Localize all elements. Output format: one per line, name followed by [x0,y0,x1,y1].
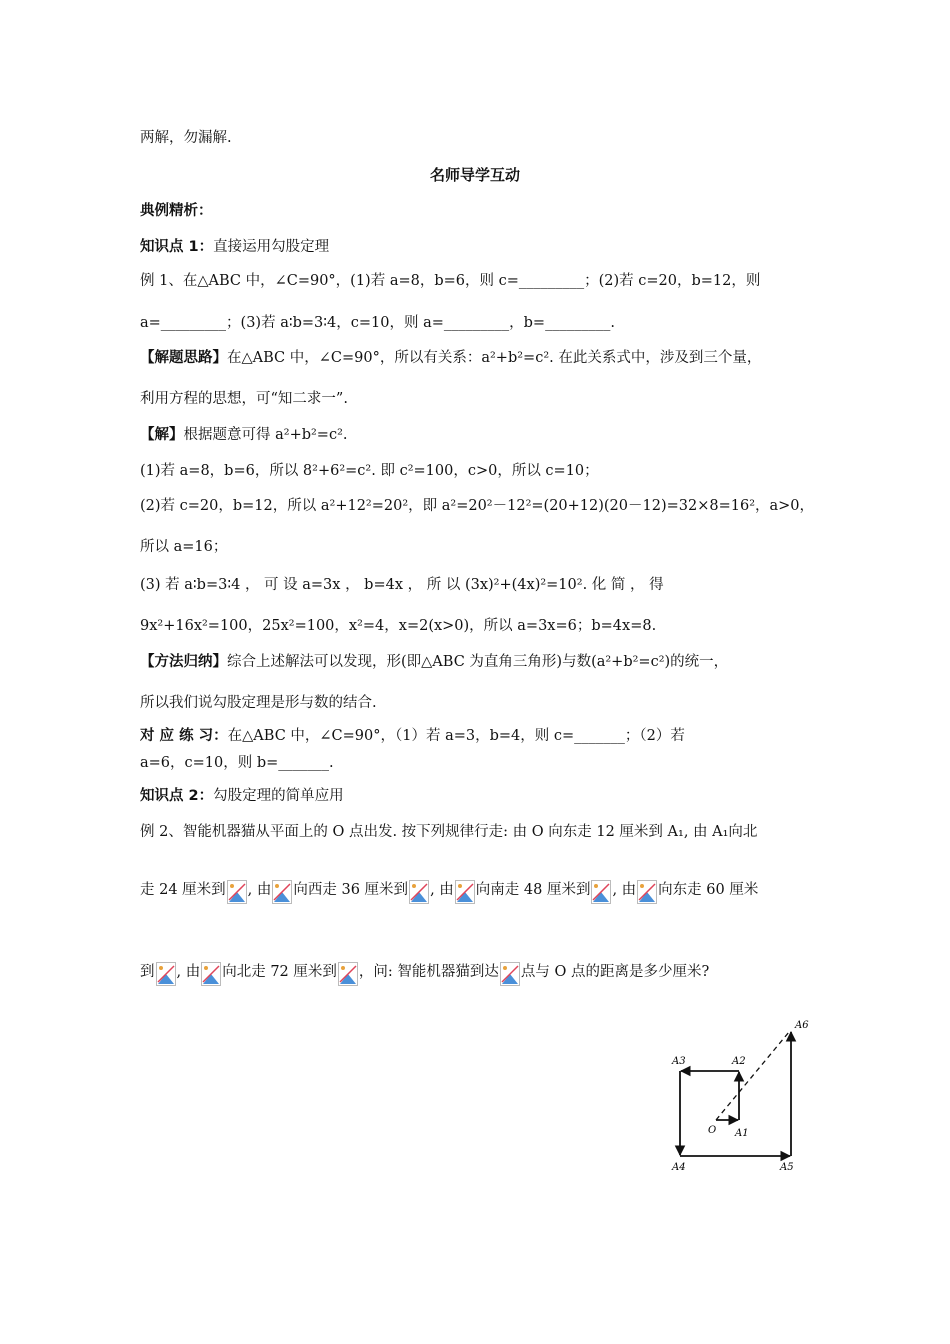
ex2-text: 向南走 48 厘米到 [475,882,591,898]
broken-image-icon [338,962,358,986]
example-2-line-2 [140,880,830,904]
label-o: O [708,1125,717,1136]
kp1-heading: 知识点 1： [140,239,214,255]
broken-image-icon [156,962,176,986]
ex2-text: 走 24 厘米到 [140,882,226,898]
solution-text: 根据题意可得 a²+b²=c². [183,427,348,443]
idea-heading: 【解题思路】 [140,350,227,366]
ex2-text: , 由 [176,964,201,980]
distance-dashed-line [716,1032,789,1120]
solution-2b: 所以 a=16； [140,539,228,555]
ex2-text: 点与 O 点的距离是多少厘米? [520,964,710,980]
example-2-line-3 [140,962,830,986]
solution-idea [140,348,830,368]
practice-text: 在△ABC 中，∠C=90°，（1）若 a=3，b=4，则 c=_______；（2）若 [227,728,685,744]
knowledge-point-2 [140,786,830,806]
practice-2: a=6，c=10，则 b=_______. [140,755,334,771]
solution-1: (1)若 a=8，b=6，所以 8²+6²=c². 即 c²=100，c>0，所以 c=10； [140,463,599,479]
path-diagram [662,1012,812,1186]
ex2-text: , 由 [430,882,454,898]
broken-image-icon [227,880,247,904]
practice-heading: 对 应 练 习： [140,728,228,744]
ex2-text: 向西走 36 厘米到 [293,882,409,898]
broken-image-icon [637,880,657,904]
kp1-text: 直接运用勾股定理 [213,239,330,255]
broken-image-icon [455,880,475,904]
method-text: 综合上述解法可以发现，形(即△ABC 为直角三角形)与数(a²+b²=c²)的统一， [227,654,729,670]
solution-3: (3) 若 a∶b=3∶4 ， 可 设 a=3x ， b=4x ， 所 以 (3x)²+(4x)²=10². 化 简 ， 得 [140,577,664,593]
example-1-line-1: 例 1、在△ABC 中，∠C=90°，(1)若 a=8，b=6，则 c=_________；(2)若 c=20，b=12，则 [140,273,761,289]
example-2-line-1: 例 2、智能机器猫从平面上的 O 点出发. 按下列规律行走: 由 O 向东走 12 厘米到 A₁, 由 A₁向北 [140,824,758,840]
ex2-text: ，问: 智能机器猫到达 [358,964,499,980]
kp2-heading: 知识点 2： [140,788,214,804]
section-title: 名师导学互动 [429,166,520,184]
label-a3: A3 [672,1056,686,1067]
practice [140,726,830,746]
solution-head-line [140,425,830,445]
label-a5: A5 [780,1162,794,1173]
broken-image-icon [201,962,221,986]
ex2-text: , 由 [612,882,637,898]
example-1-line-2: a=_________；(3)若 a∶b=3∶4，c=10，则 a=_________，b=_________. [140,315,615,331]
label-a2: A2 [732,1056,746,1067]
label-a1: A1 [735,1128,749,1139]
label-a4: A4 [672,1162,686,1173]
label-a6: A6 [795,1020,809,1031]
broken-image-icon [272,880,292,904]
example-heading: 典例精析： [140,203,213,219]
solution-3b: 9x²+16x²=100，25x²=100，x²=4，x=2(x>0)，所以 a=3x=6；b=4x=8. [140,618,657,634]
text-line: 两解，勿漏解. [140,130,232,146]
knowledge-point-1 [140,237,830,257]
ex2-text: 到 [140,964,155,980]
method-heading: 【方法归纳】 [140,654,227,670]
broken-image-icon [500,962,520,986]
kp2-text: 勾股定理的简单应用 [213,788,344,804]
ex2-text: 向北走 72 厘米到 [222,964,337,980]
ex2-text: 向东走 60 厘米 [658,882,759,898]
ex2-text: , 由 [247,882,272,898]
idea-text: 在△ABC 中，∠C=90°，所以有关系：a²+b²=c². 在此关系式中，涉及到三个量， [227,350,762,366]
method-summary-2: 所以我们说勾股定理是形与数的结合. [140,695,377,711]
method-summary [140,652,830,672]
solution-idea-2: 利用方程的思想，可“知二求一”. [140,391,348,407]
solution-heading: 【解】 [140,427,184,443]
broken-image-icon [591,880,611,904]
solution-2: (2)若 c=20，b=12，所以 a²+12²=20²，即 a²=20²－12²=(20+12)(20－12)=32×8=16²，a>0， [140,498,815,514]
broken-image-icon [409,880,429,904]
